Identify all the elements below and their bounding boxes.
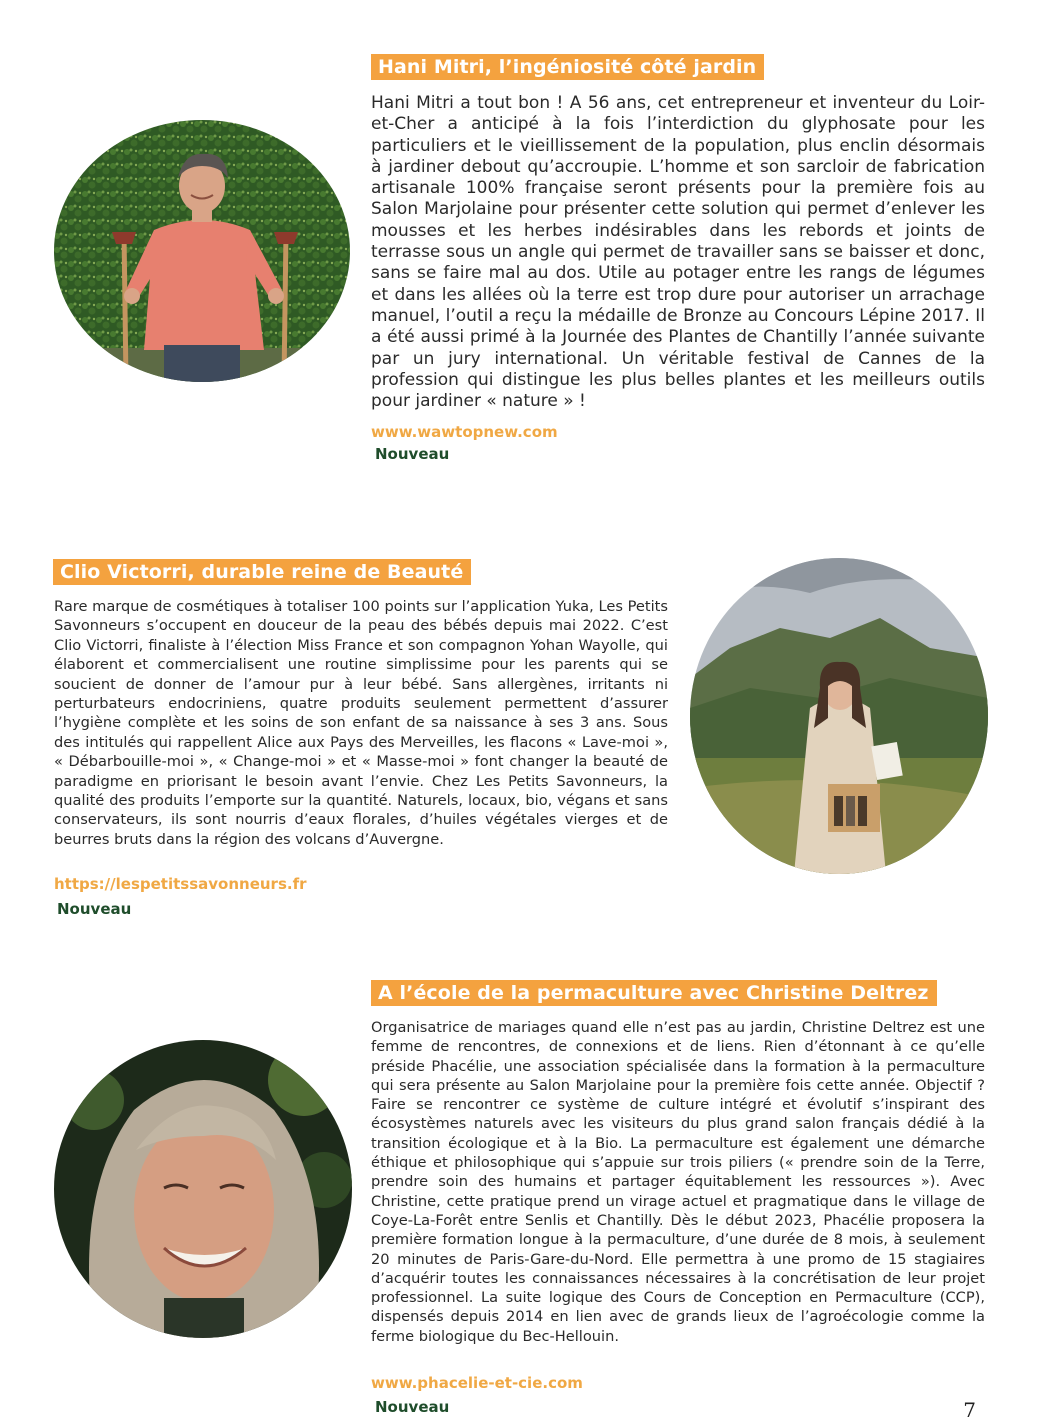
article-tag: Nouveau: [375, 445, 450, 463]
article-body: Hani Mitri a tout bon ! A 56 ans, cet entrepreneur et inventeur du Loir-et-Cher a anticipé à la fois l’interdiction du glyphosate pour les particuliers et le vieillissement de la population, plus enclin désormais à jardiner debout qu’accroupie. L’homme et son sarcloir de fabrication artisanale 100% française seront présents pour la première fois au Salon Marjolaine pour présenter cette solution qui permet d’enlever les mousses et les herbes indésirables dans les rebords et joints de terrasse sous un angle qui permet de travailler sans se baisser et donc, sans se faire mal au dos. Utile au potager entre les rangs de légumes et dans les allées où la terre est trop dure pour autoriser un arrachage manuel, l’outil a reçu la médaille de Bronze au Concours Lépine 2017. Il a été aussi primé à la Journée des Plantes de Chantilly l’année suivante par un jury international. Un véritable festival de Cannes de la profession qui distingue les plus belles plantes et les meilleurs outils pour jardiner « nature » !: [371, 93, 985, 412]
article-title: Hani Mitri, l’ingéniosité côté jardin: [371, 54, 764, 80]
photo-christine-deltrez: [54, 1040, 352, 1338]
article-tag: Nouveau: [57, 900, 132, 918]
page-number: 7: [963, 1398, 976, 1422]
article-tag: Nouveau: [375, 1398, 450, 1416]
article-body: Organisatrice de mariages quand elle n’est pas au jardin, Christine Deltrez est une femme de rencontres, de connexions et de liens. Rien d’étonnant à ce qu’elle préside Phacélie, une association spécialisée dans la formation à la permaculture qui sera présente au Salon Marjolaine pour la première fois cette année. Objectif ? Faire se rencontrer ce système de culture intégré et évolutif s’inspirant des écosystèmes naturels avec les visiteurs du plus grand salon français dédié à la transition écologique et à la Bio. La permaculture est également une démarche éthique et philosophique qui s’appuie sur trois piliers (« prendre soin de la Terre, prendre soin des humains et partager équitablement les ressources »). Avec Christine, cette pratique prend un virage actuel et pragmatique dans le village de Coye-La-Forêt entre Senlis et Chantilly. Dès le début 2023, Phacélie proposera la première formation longue à la permaculture, d’une durée de 8 mois, à seulement 20 minutes de Paris-Gare-du-Nord. Elle permettra à une promo de 15 stagiaires d’acquérir toutes les connaissances nécessaires à la concrétisation de leur projet professionnel. La suite logique des Cours de Conception en Permaculture (CCP), dispensés depuis 2014 en lien avec de grands lieux de l’agroécologie comme la ferme biologique du Bec-Hellouin.: [371, 1019, 985, 1345]
article-body: Rare marque de cosmétiques à totaliser 100 points sur l’application Yuka, Les Petits Savonneurs s’occupent en douceur de la peau des bébés depuis mai 2022. C’est Clio Victorri, finaliste à l’élection Miss France et son compagnon Yohan Wayolle, qui élaborent et commercialisent une routine simplissime pour les parents qui se soucient de donner de l’amour pur à leur bébé. Sans allergènes, irritants ni perturbateurs endocriniens, quatre produits seulement permettent d’assurer l’hygiène complète et les soins de son enfant de sa naissance à ses 3 ans. Sous des intitulés qui rappellent Alice aux Pays des Merveilles, les flacons « Lave-moi », « Débarbouille-moi », « Change-moi » et « Masse-moi » font changer la beauté de paradigme en priorisant le besoin avant l’envie. Chez Les Petits Savonneurs, la qualité des produits l’emporte sur la quantité. Naturels, locaux, bio, végans et sans conservateurs, ils sont nourris d’eaux florales, d’huiles végétales vierges et de beurres bruts dans la région des volcans d’Auvergne.: [54, 598, 668, 848]
photo-clio-victorri: [690, 558, 988, 874]
article-link[interactable]: www.wawtopnew.com: [371, 423, 558, 441]
article-link[interactable]: www.phacelie-et-cie.com: [371, 1374, 583, 1392]
article-title: Clio Victorri, durable reine de Beauté: [53, 559, 471, 585]
article-title: A l’école de la permaculture avec Christine Deltrez: [371, 980, 937, 1006]
photo-hani-mitri: [54, 120, 350, 382]
article-link[interactable]: https://lespetitssavonneurs.fr: [54, 875, 307, 893]
